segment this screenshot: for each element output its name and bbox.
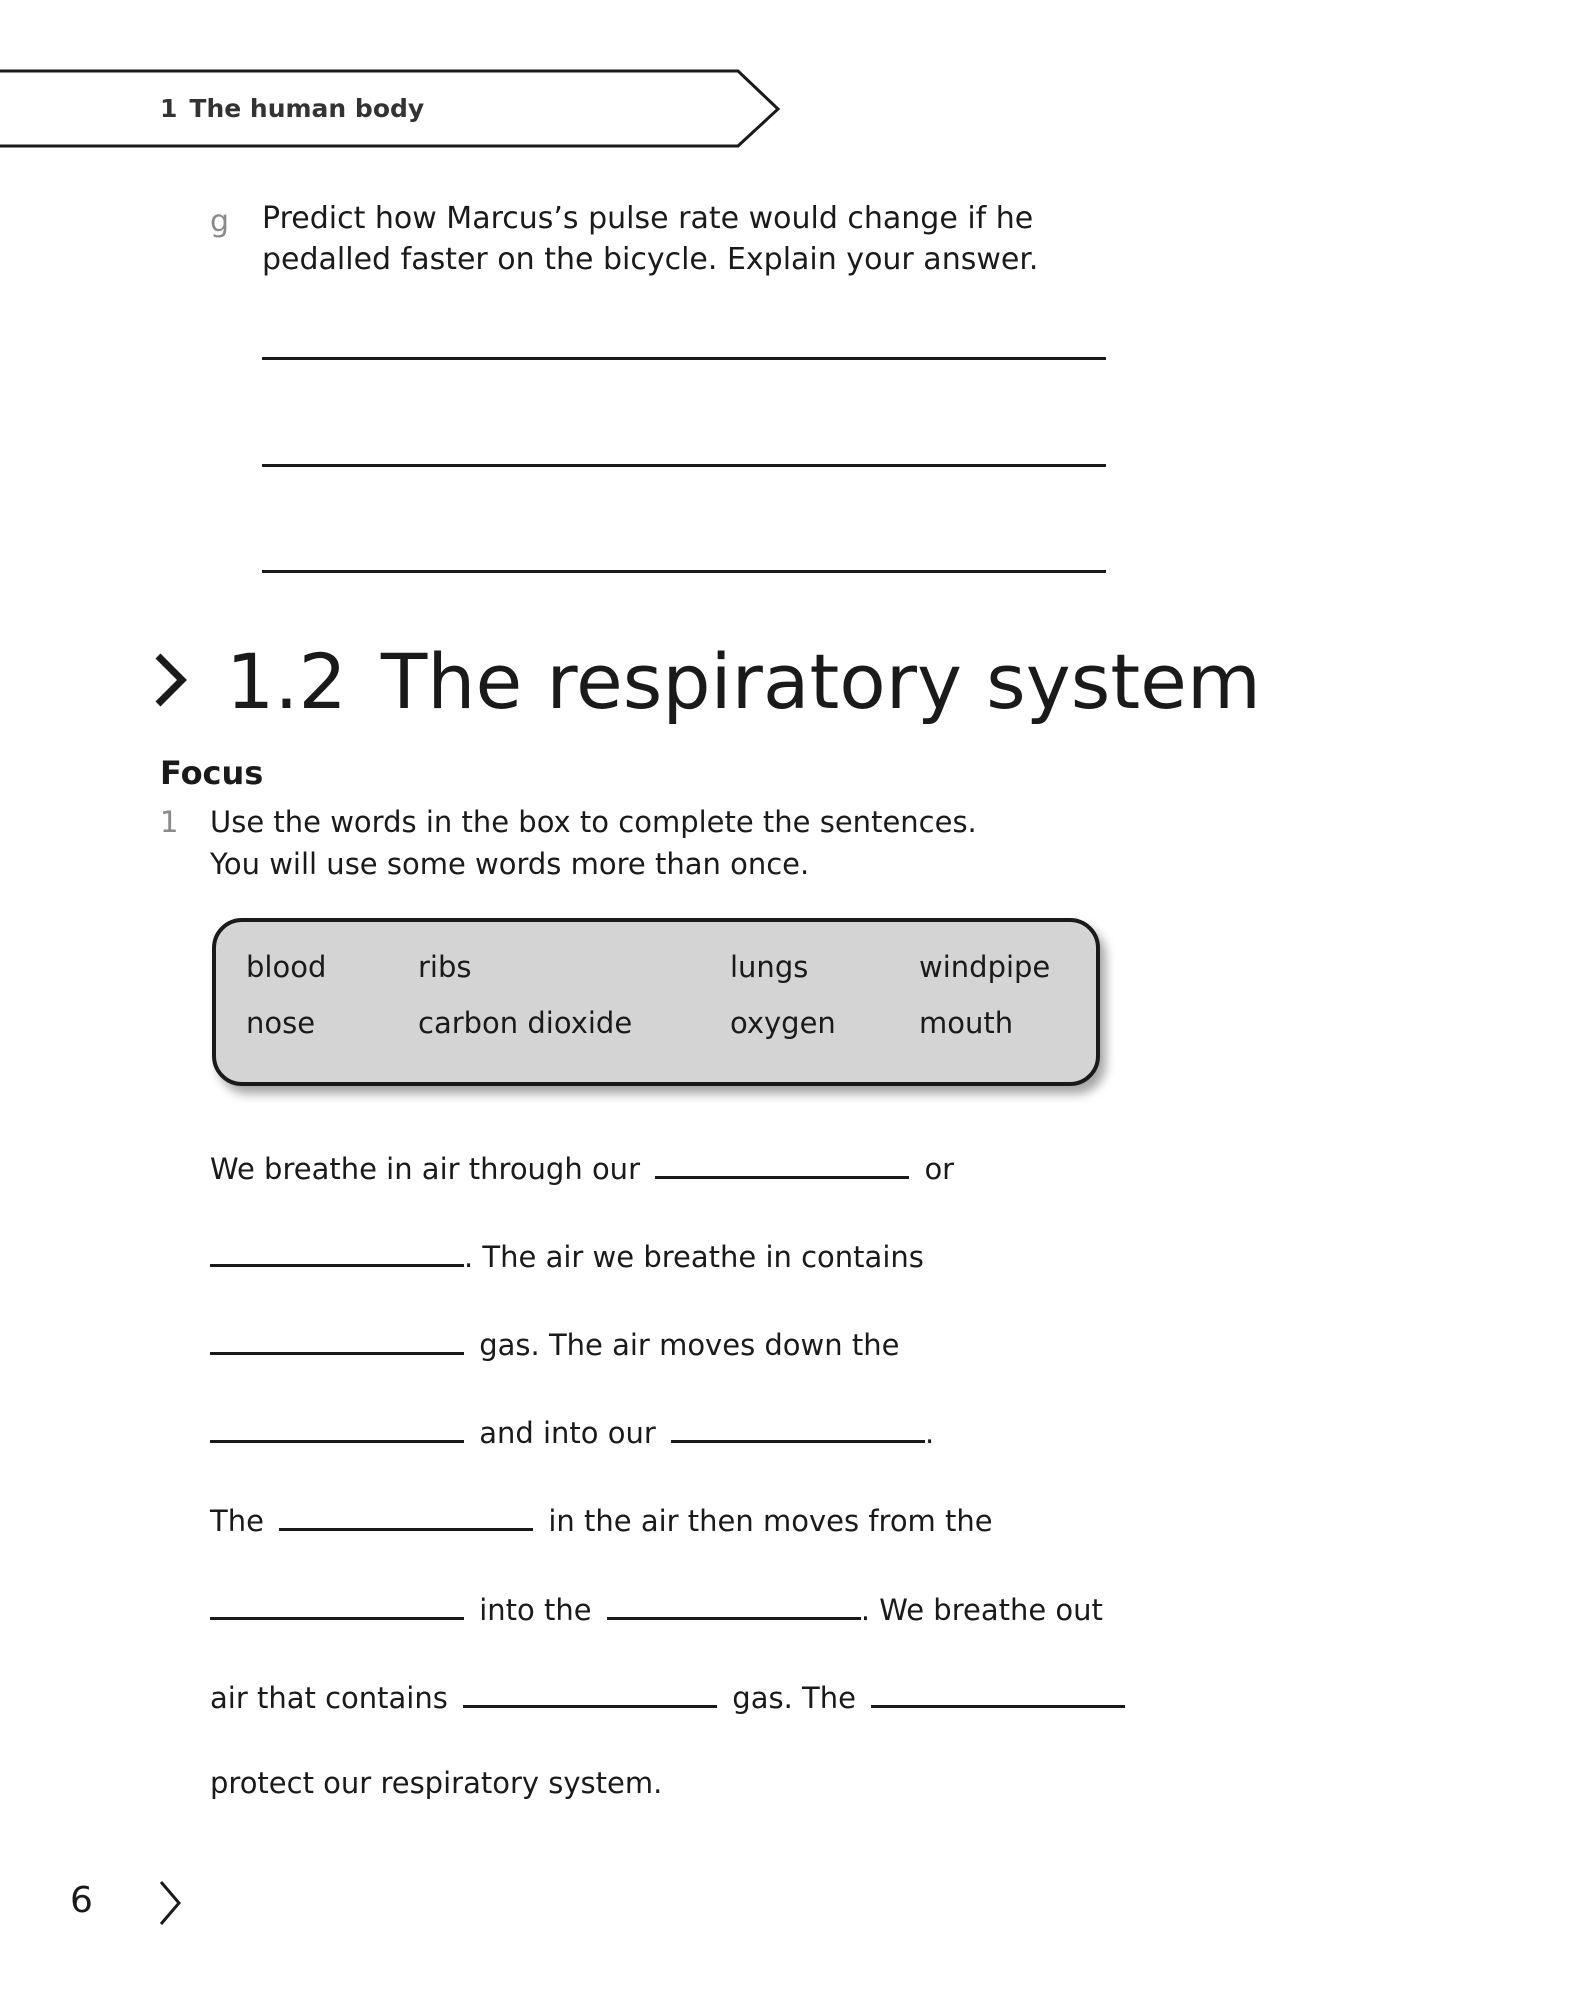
cloze-text: gas. The [732,1681,856,1715]
next-page-chevron-icon[interactable] [155,1878,185,1932]
word-box-word: nose [246,1006,316,1040]
word-box [212,918,1100,1086]
cloze-line [210,1410,934,1450]
fill-in-blank[interactable] [210,1234,464,1267]
section-number: 1.2 [226,637,347,726]
answer-line[interactable] [262,464,1106,467]
cloze-text: and into our [479,1416,656,1450]
cloze-text: gas. The air moves down the [479,1328,900,1362]
cloze-text: We breathe in air through our [210,1152,640,1186]
fill-in-blank[interactable] [210,1587,464,1620]
cloze-text: into the [479,1593,592,1627]
cloze-line [210,1234,924,1274]
section-title: The respiratory system [380,637,1261,726]
fill-in-blank[interactable] [210,1322,464,1355]
cloze-text: in the air then moves from the [548,1504,993,1538]
task-number: 1 [160,805,179,839]
fill-in-blank[interactable] [279,1498,533,1531]
cloze-text: or [924,1152,955,1186]
word-box-word: oxygen [730,1006,836,1040]
chapter-header [160,94,424,123]
chapter-title: The human body [189,94,425,123]
section-chevron-icon [150,650,190,714]
fill-in-blank[interactable] [607,1587,861,1620]
question-letter: g [210,204,230,239]
task-line: You will use some words more than once. [210,847,810,881]
cloze-text: air that contains [210,1681,448,1715]
cloze-line [210,1146,954,1186]
task-line: Use the words in the box to complete the sentences. [210,805,977,839]
fill-in-blank[interactable] [210,1410,464,1443]
fill-in-blank[interactable] [871,1675,1125,1708]
chapter-number: 1 [160,94,178,123]
cloze-text: . [925,1416,935,1450]
cloze-line [210,1322,899,1362]
word-box-word: windpipe [919,950,1051,984]
fill-in-blank[interactable] [463,1675,717,1708]
word-box-word: lungs [730,950,809,984]
cloze-line [210,1675,1125,1715]
answer-line[interactable] [262,357,1106,360]
cloze-line [210,1498,993,1538]
task-instructions [210,801,1110,885]
word-box-word: carbon dioxide [418,1006,633,1040]
cloze-text: . The air we breathe in contains [464,1240,924,1274]
section-heading [226,637,1261,726]
cloze-line [210,1763,662,1803]
word-box-word: mouth [919,1006,1014,1040]
word-box-word: blood [246,950,327,984]
cloze-text: . We breathe out [860,1593,1103,1627]
cloze-text: The [210,1504,264,1538]
page-number: 6 [70,1880,93,1921]
cloze-line [210,1587,1103,1627]
cloze-text: protect our respiratory system. [210,1766,663,1800]
question-text: Predict how Marcus’s pulse rate would change if he pedalled faster on the bicycle. Explain your answer. [262,201,1039,277]
answer-line[interactable] [262,570,1106,573]
word-box-word: ribs [418,950,472,984]
fill-in-blank[interactable] [671,1410,925,1443]
focus-label: Focus [160,754,264,792]
fill-in-blank[interactable] [655,1146,909,1179]
